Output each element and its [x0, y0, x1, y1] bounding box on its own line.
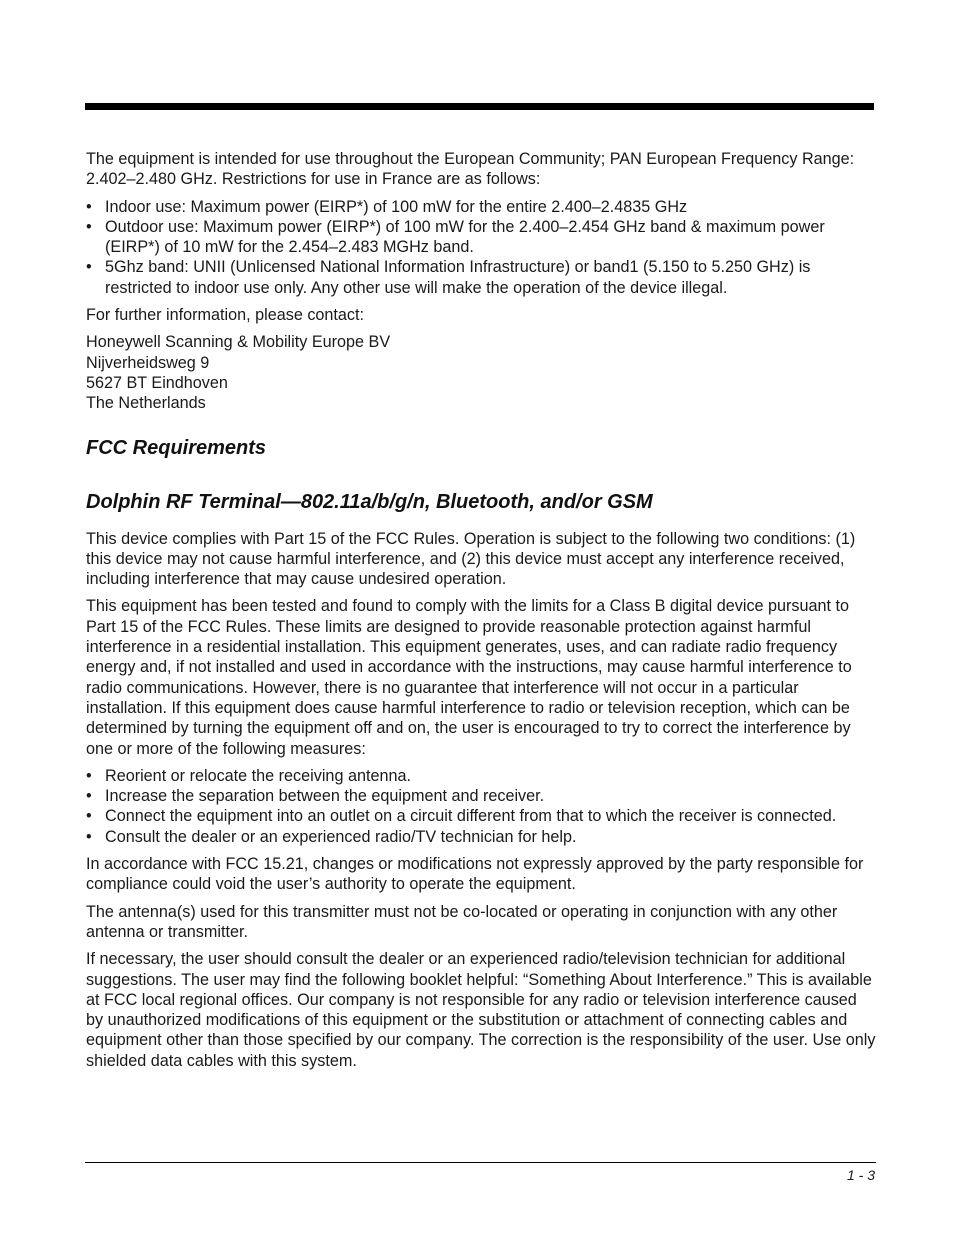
france-restrictions-list: [86, 197, 876, 298]
bullet-icon: •: [86, 827, 92, 846]
fcc-paragraph: If necessary, the user should consult the dealer or an experienced radio/television technician for additional suggestions. The user may find the following booklet helpful: “Something About Interference.” This is available at FCC local regional offices. Our company is not responsible for any radio or television interference caused by unauthorized modifications of this equipment or the substitution or attachment of connecting cables and equipment other than those specified by our company. The correction is the responsibility of the user. Use only shielded data cables with this system.: [86, 950, 876, 1070]
bullet-icon: •: [86, 766, 92, 785]
address-line: Honeywell Scanning & Mobility Europe BV: [86, 333, 391, 352]
list-item: [86, 806, 876, 826]
fcc-paragraph: In accordance with FCC 15.21, changes or modifications not expressly approved by the party responsible for compliance could void the user’s authority to operate the equipment.: [86, 855, 864, 894]
header-rule: [85, 103, 874, 110]
address-line: 5627 BT Eindhoven: [86, 373, 228, 392]
page-content: [86, 149, 876, 1078]
list-item-text: Reorient or relocate the receiving antenna.: [105, 766, 411, 785]
contact-text: For further information, please contact:: [86, 306, 365, 325]
list-item-text: Outdoor use: Maximum power (EIRP*) of 100 mW for the 2.400–2.454 GHz band & maximum power (EIRP*) of 10 mW for the 2.454–2.483 MGHz band.: [105, 217, 825, 257]
page-number: 1 - 3: [846, 1167, 875, 1183]
address-line: Nijverheidsweg 9: [86, 353, 210, 372]
fcc-paragraph: This equipment has been tested and found to comply with the limits for a Class B digital device pursuant to Part 15 of the FCC Rules. These limits are designed to provide reasonable protection against harmful interference in a residential installation. This equipment generates, uses, and can radiate radio frequency energy and, if not installed and used in accordance with the instructions, may cause harmful interference to radio communications. However, there is no guarantee that interference will not occur in a particular installation. If this equipment does cause harmful interference to radio or television reception, which can be determined by turning the equipment off and on, the user is encouraged to try to correct the interference by one or more of the following measures:: [86, 597, 852, 758]
bullet-icon: •: [86, 217, 92, 236]
contact-address: [86, 332, 876, 413]
bullet-icon: •: [86, 197, 92, 216]
fcc-paragraph: This device complies with Part 15 of the FCC Rules. Operation is subject to the following two conditions: (1) this device may not cause harmful interference, and (2) this device must accept any interference received, including interference that may cause undesired operation.: [86, 529, 856, 589]
fcc-heading: FCC Requirements: [86, 436, 267, 459]
list-item-text: Connect the equipment into an outlet on a circuit different from that to which the receiver is connected.: [105, 807, 837, 826]
bullet-icon: •: [86, 807, 92, 826]
dolphin-subheading: Dolphin RF Terminal—802.11a/b/g/n, Bluetooth, and/or GSM: [86, 490, 653, 513]
list-item: [86, 257, 876, 298]
list-item-text: Consult the dealer or an experienced radio/TV technician for help.: [105, 827, 577, 846]
address-line: The Netherlands: [86, 394, 206, 413]
interference-measures-list: [86, 766, 876, 847]
list-item-text: 5Ghz band: UNII (Unlicensed National Information Infrastructure) or band1 (5.150 to 5.250 GHz) is restricted to indoor use only. Any other use will make the operation of the device illegal.: [105, 258, 811, 297]
bullet-icon: •: [86, 258, 92, 277]
list-item: [86, 827, 876, 847]
list-item-text: Increase the separation between the equipment and receiver.: [105, 787, 545, 806]
list-item: [86, 766, 876, 786]
list-item: [86, 217, 876, 258]
list-item: [86, 197, 876, 217]
fcc-paragraph: The antenna(s) used for this transmitter must not be co-located or operating in conjunction with any other antenna or transmitter.: [86, 902, 838, 941]
bullet-icon: •: [86, 787, 92, 806]
list-item-text: Indoor use: Maximum power (EIRP*) of 100 mW for the entire 2.400–2.4835 GHz: [105, 197, 688, 216]
footer-rule: [85, 1162, 876, 1163]
intro-paragraph: The equipment is intended for use throughout the European Community; PAN European Frequency Range: 2.402–2.480 GHz. Restrictions for use in France are as follows:: [86, 150, 855, 189]
list-item: [86, 786, 876, 806]
